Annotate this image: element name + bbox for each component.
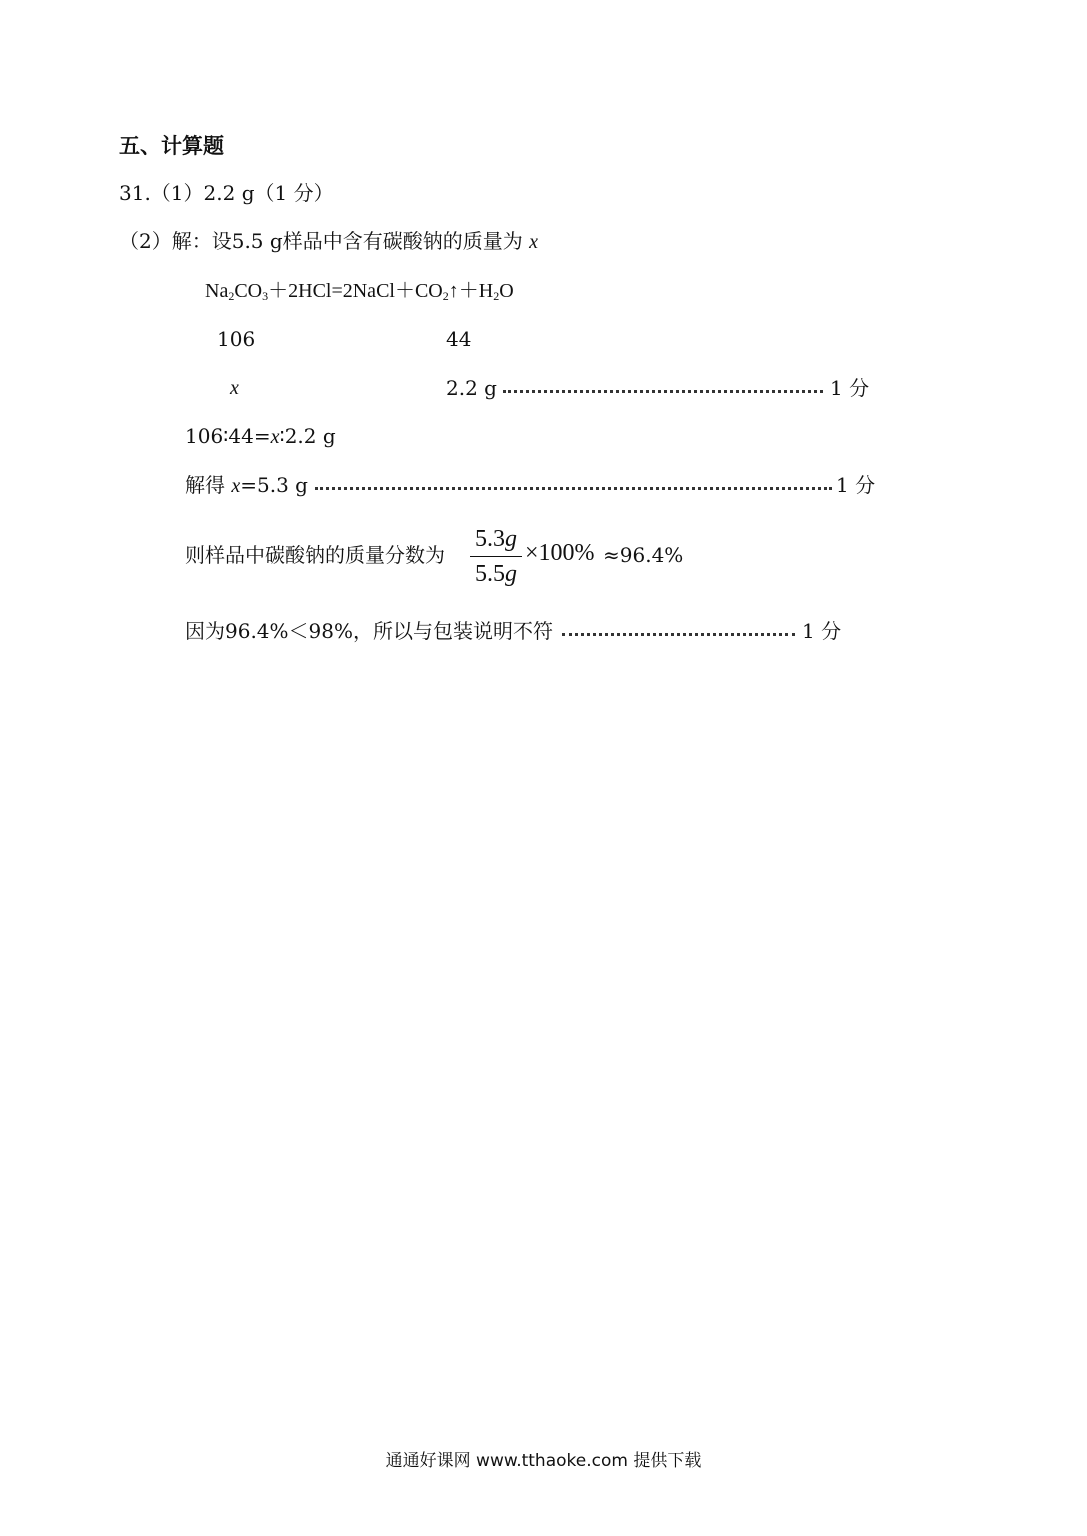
section-title: 五、计算题: [119, 134, 224, 158]
eq-part-a: Na: [205, 280, 229, 302]
score-1: 1 分: [830, 376, 870, 400]
eq-sub-c: 2: [442, 289, 449, 303]
solve-a: 解得: [185, 473, 232, 497]
ratio-line: [185, 424, 336, 449]
solve-line: [185, 473, 308, 498]
solve-x: x: [231, 475, 241, 497]
ratio-a: 106∶44=: [185, 424, 271, 448]
fraction-intro: 则样品中碳酸钠的质量分数为: [185, 543, 445, 567]
eq-sub-d: 2: [493, 289, 500, 303]
answer-part1: 31.（1）2.2 g（1 分）: [119, 181, 334, 205]
ratio-b: ∶2.2 g: [279, 424, 336, 448]
fraction-multiplier: ×100%: [525, 540, 595, 566]
unknown-left: x: [230, 377, 239, 399]
eq-part-c: ＋2HCl=2NaCl＋CO: [268, 280, 443, 302]
fraction-numerator: 5.3g: [475, 526, 517, 552]
part2-intro-text: （2）解：设5.5 g样品中含有碳酸钠的质量为: [119, 229, 530, 253]
answer-part2-intro: [119, 229, 538, 254]
conclusion: 因为96.4%＜98%，所以与包装说明不符: [185, 619, 553, 643]
fraction-bar: [470, 556, 522, 557]
eq-part-e: O: [499, 280, 514, 302]
eq-sub-b: 3: [262, 289, 269, 303]
chemical-equation: [205, 279, 514, 308]
var-x: x: [529, 231, 538, 253]
leader-dots-3: [562, 633, 795, 636]
approx-result: ≈96.4%: [603, 543, 684, 567]
score-3: 1 分: [802, 619, 842, 643]
eq-part-d: ↑＋H: [448, 280, 494, 302]
solve-b: =5.3 g: [240, 473, 308, 497]
molar-mass-right: 44: [446, 327, 472, 351]
eq-part-b: CO: [234, 280, 263, 302]
molar-mass-left: 106: [217, 327, 256, 351]
footer-text: 通通好课网 www.tthaoke.com 提供下载: [385, 1451, 702, 1471]
ratio-x: x: [270, 426, 280, 448]
unknown-right: 2.2 g: [446, 376, 497, 400]
leader-dots-1: [503, 390, 823, 393]
fraction-denominator: 5.5g: [475, 561, 517, 587]
eq-sub-a: 2: [228, 289, 235, 303]
leader-dots-2: [315, 487, 832, 490]
score-2: 1 分: [836, 473, 876, 497]
mass-fraction: [470, 524, 522, 589]
